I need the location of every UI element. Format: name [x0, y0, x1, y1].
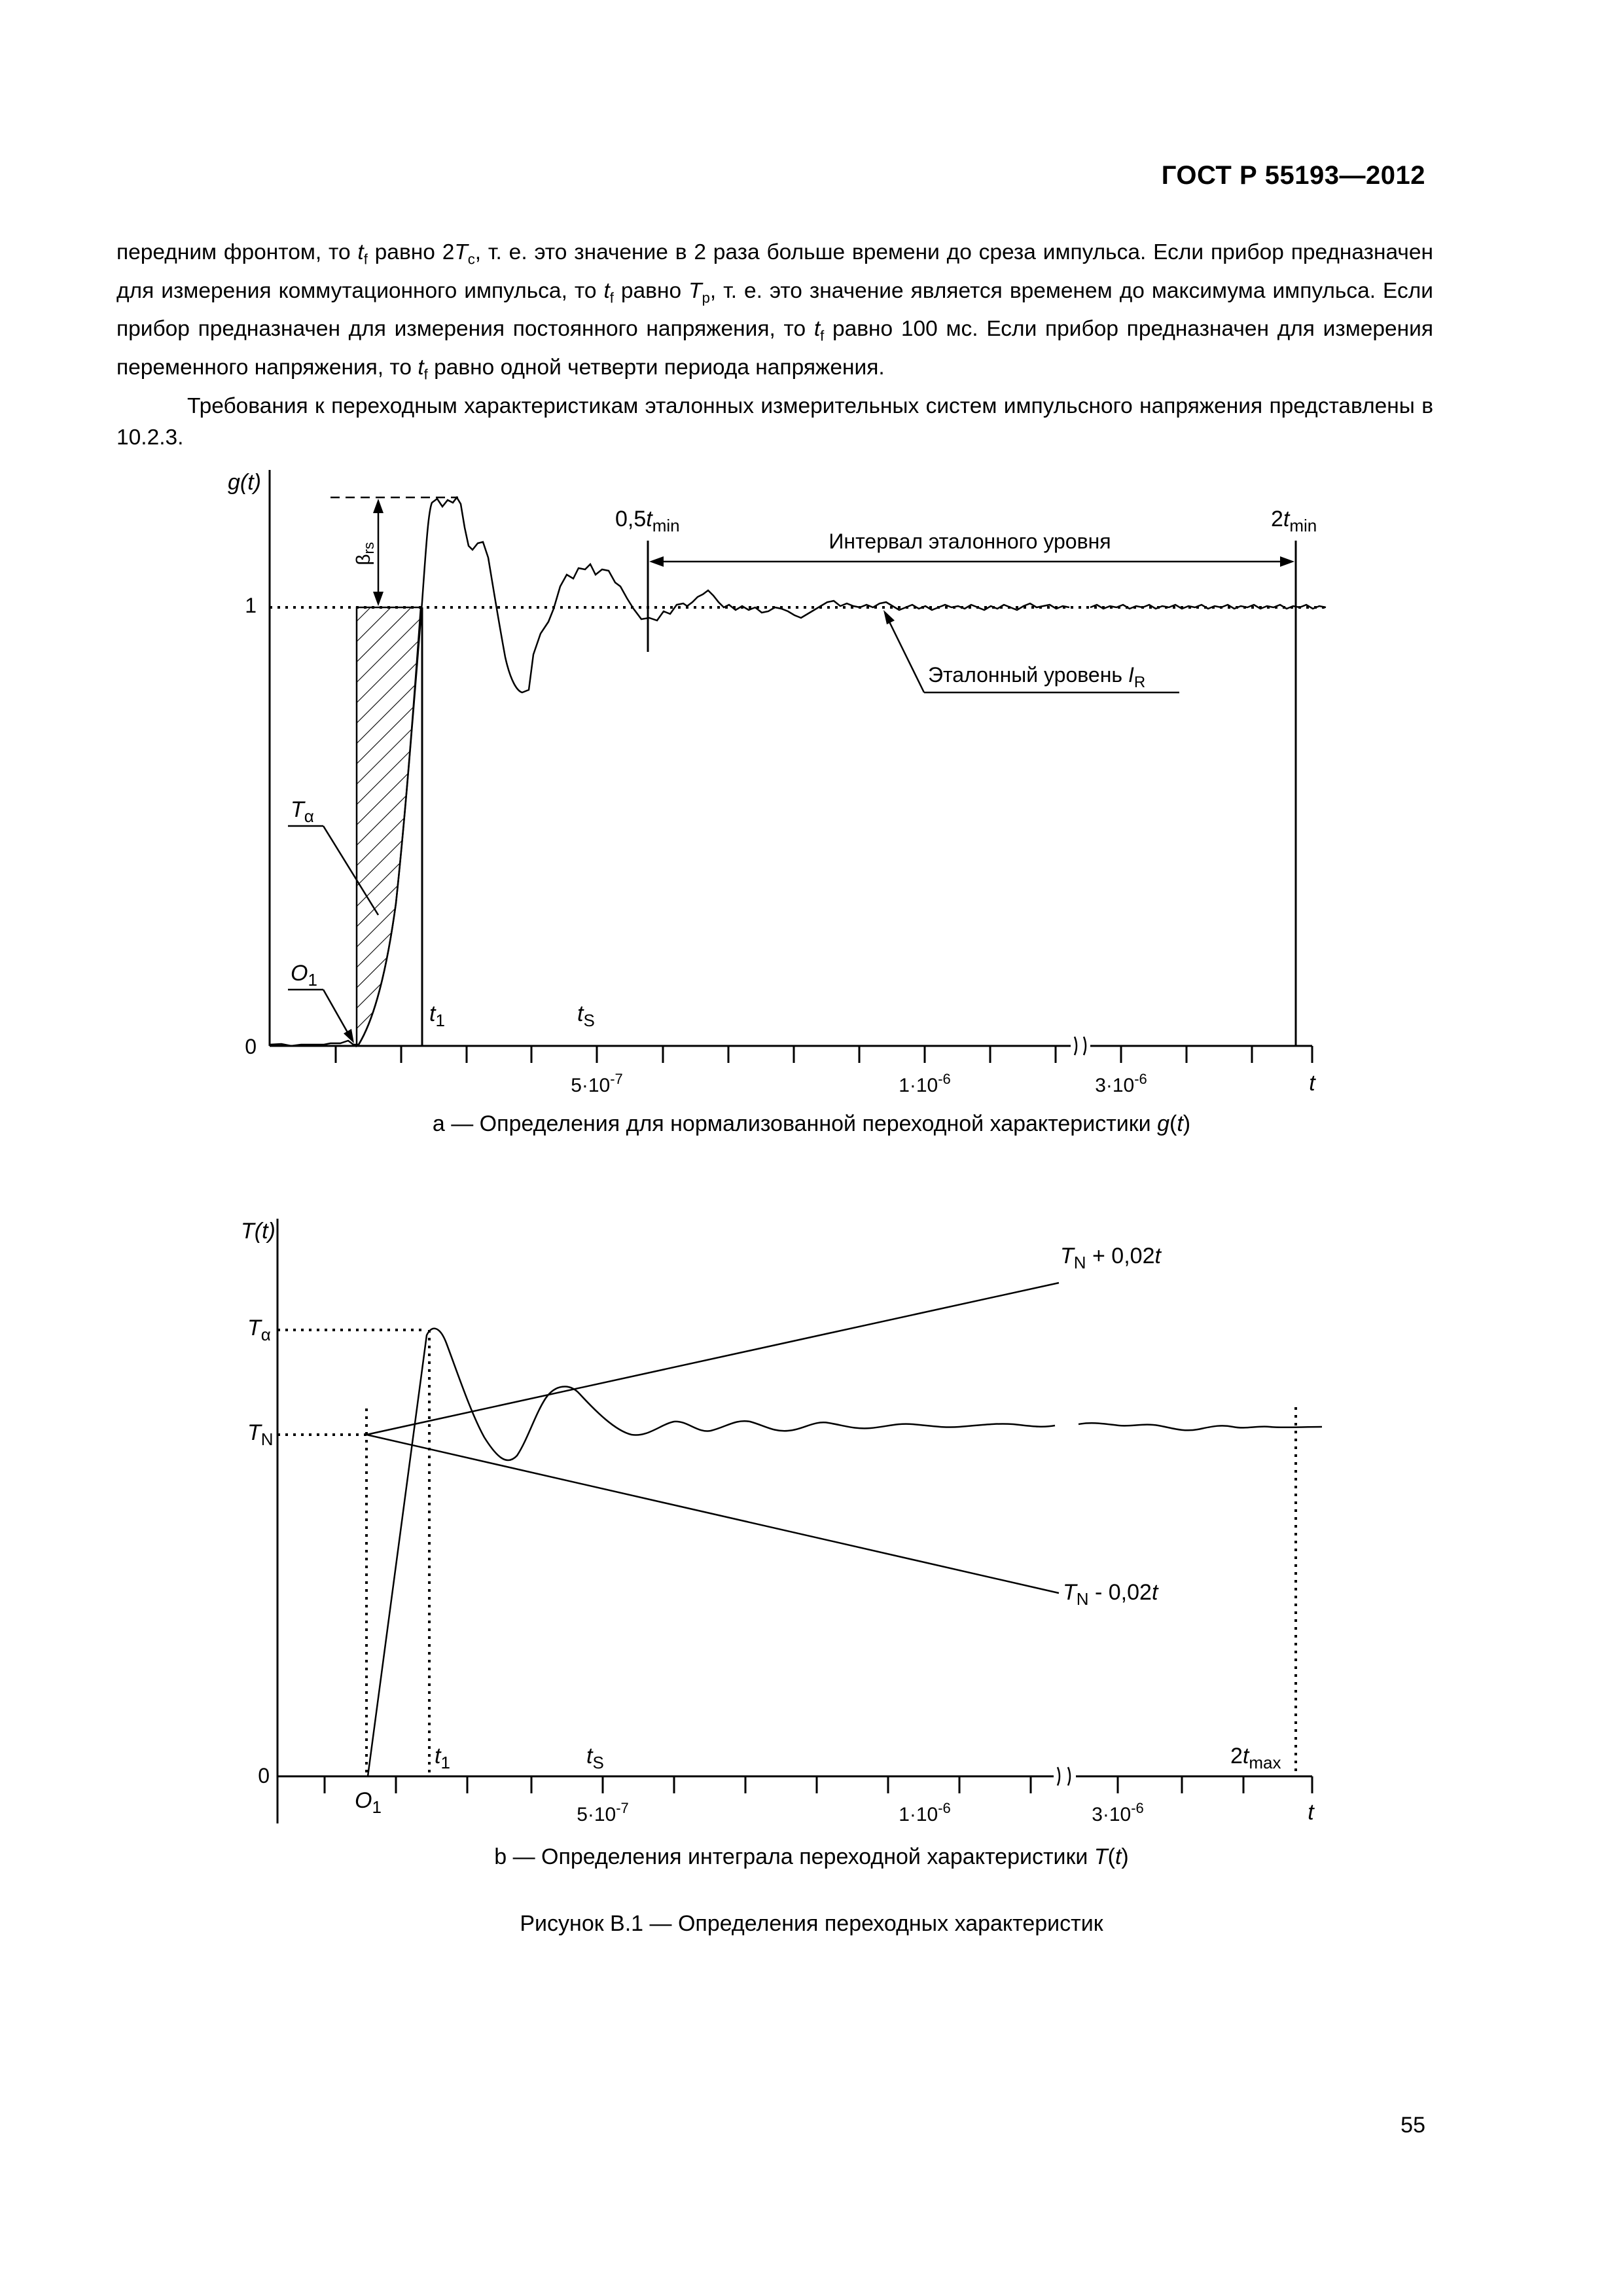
y-axis-label-b: T(t)	[241, 1219, 276, 1244]
t-n-label-b: $T_N$	[247, 1420, 274, 1449]
t-alpha-label-b: $T_\alpha$	[247, 1316, 271, 1344]
dotted-guides-b	[277, 1330, 1296, 1776]
x-tick-5e-7: $5\cdot 10^{-7}$	[571, 1071, 623, 1096]
t-alpha-label: $T_\alpha$	[291, 797, 314, 826]
half-tmin-label: $0,5t_{min}$	[615, 507, 680, 535]
x-tick-3e-6-b: $3\cdot 10^{-6}$	[1092, 1800, 1144, 1825]
o1-label: $O_1$	[291, 961, 317, 990]
page-number: 55	[1400, 2113, 1425, 2138]
paragraph-1: передним фронтом, то $t_f$ равно $2T_c$, т. е. это значение в 2 раза больше времени до среза импульса. Если прибор предназначен для измерения коммутационного импульса, то $t_f$ равно $T_p$, т. е. это значение является временем до максимума импульса. Если прибор предназначен для измерения постоянного напряжения, то $t_f$ равно 100 мс. Если прибор предназначен для измерения переменного напряжения, то $t_f$ равно одной четверти периода напряжения.	[116, 240, 1434, 383]
x-tick-1e-6: $1\cdot 10^{-6}$	[899, 1071, 951, 1096]
caption-a: a — Определения для нормализованной переходной характеристики g(t)	[432, 1111, 1191, 1136]
interval-label: Интервал эталонного уровня	[829, 529, 1111, 553]
x-tick-5e-7-b: $5\cdot 10^{-7}$	[577, 1800, 629, 1825]
x-axis-label: t	[1309, 1071, 1315, 1096]
o1-label-b: $O_1$	[355, 1788, 382, 1817]
x-tick-3e-6: $3\cdot 10^{-6}$	[1095, 1071, 1147, 1096]
upper-envelope-label: $T_N + 0,02t$	[1060, 1244, 1161, 1272]
x-axis-label-b: t	[1308, 1800, 1314, 1825]
two-tmin-label: $2t_{min}$	[1271, 507, 1317, 535]
t1-label-b: $t_1$	[435, 1744, 450, 1772]
y-tick-1: 1	[245, 594, 257, 617]
reference-level-label: Эталонный уровень $I_R$	[928, 663, 1146, 691]
document-header: ГОСТ Р 55193—2012	[1161, 161, 1425, 190]
paragraph-2: Требования к переходным характеристикам эталонных измерительных систем импульсного напряжения представлены в 10.2.3.	[116, 393, 1433, 450]
integral-curve-b	[368, 1329, 1322, 1776]
figure-caption: Рисунок В.1 — Определения переходных характеристик	[520, 1911, 1103, 1936]
t1-label: $t_1$	[429, 1001, 445, 1030]
lower-envelope	[366, 1435, 1059, 1593]
upper-envelope	[366, 1283, 1059, 1435]
x-ticks-b	[277, 1776, 1312, 1823]
y-tick-0-b: 0	[258, 1764, 270, 1787]
ts-label-b: $t_S$	[586, 1744, 604, 1772]
ts-label: $t_S$	[577, 1001, 595, 1030]
x-tick-1e-6-b: $1\cdot 10^{-6}$	[899, 1800, 951, 1825]
caption-b: b — Определения интеграла переходной характеристики T(t)	[494, 1844, 1129, 1869]
lower-envelope-label: $T_N - 0,02t$	[1063, 1580, 1158, 1609]
y-tick-0: 0	[245, 1035, 257, 1058]
y-axis-label: g(t)	[228, 470, 261, 495]
two-tmax-label-b: $2t_{max}$	[1230, 1744, 1281, 1772]
beta-label: $\beta_{rs}$	[353, 542, 377, 565]
